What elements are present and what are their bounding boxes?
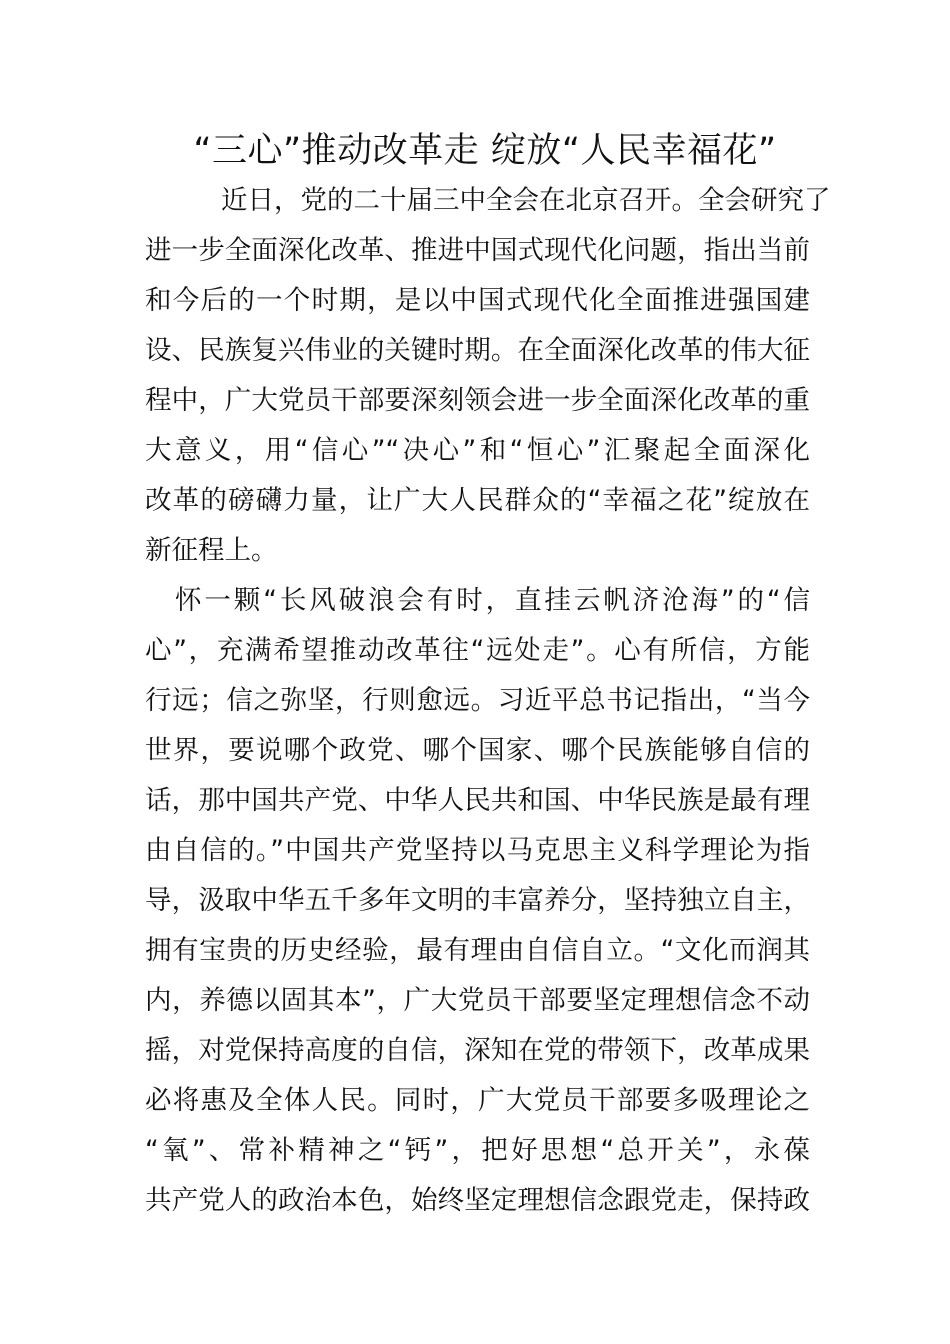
document-body: [145, 176, 831, 1226]
paragraph-line: 大意义，用“信心”“决心”和“恒心”汇聚起全面深化: [145, 435, 810, 466]
paragraph-2: [145, 576, 810, 1226]
paragraph-line: 世界，要说哪个政党、哪个国家、哪个民族能够自信的: [145, 735, 810, 766]
paragraph-line: 程中，广大党员干部要深刻领会进一步全面深化改革的重: [145, 385, 810, 416]
paragraph-line: 导，汲取中华五千多年文明的丰富养分，坚持独立自主，: [145, 885, 810, 916]
paragraph-line: 设、民族复兴伟业的关键时期。在全面深化改革的伟大征: [145, 335, 810, 366]
paragraph-1: [145, 176, 831, 576]
paragraph-line: 新征程上。: [145, 535, 278, 566]
paragraph-line: 由自信的。”中国共产党坚持以马克思主义科学理论为指: [145, 835, 810, 866]
paragraph-line: 拥有宝贵的历史经验，最有理由自信自立。“文化而润其: [145, 935, 810, 966]
paragraph-line: 进一步全面深化改革、推进中国式现代化问题，指出当前: [145, 235, 810, 266]
paragraph-line: “氧”、常补精神之“钙”，把好思想“总开关”，永葆: [145, 1135, 810, 1166]
paragraph-line: 摇，对党保持高度的自信，深知在党的带领下，改革成果: [145, 1035, 810, 1066]
paragraph-line: 和今后的一个时期，是以中国式现代化全面推进强国建: [145, 285, 810, 316]
paragraph-line: 改革的磅礴力量，让广大人民群众的“幸福之花”绽放在: [145, 485, 810, 516]
paragraph-line: 近日，党的二十届三中全会在北京召开。全会研究了: [221, 185, 831, 216]
document-title: “三心”推动改革走 绽放“人民幸福花”: [193, 131, 777, 171]
paragraph-line: 内，养德以固其本”，广大党员干部要坚定理想信念不动: [145, 985, 810, 1016]
paragraph-line: 必将惠及全体人民。同时，广大党员干部要多吸理论之: [145, 1085, 810, 1116]
paragraph-line: 怀一颗“长风破浪会有时，直挂云帆济沧海”的“信: [175, 585, 810, 616]
paragraph-line: 心”，充满希望推动改革往“远处走”。心有所信，方能: [145, 635, 810, 666]
paragraph-line: 共产党人的政治本色，始终坚定理想信念跟党走，保持政: [145, 1185, 810, 1216]
paragraph-line: 话，那中国共产党、中华人民共和国、中华民族是最有理: [145, 785, 810, 816]
paragraph-line: 行远；信之弥坚，行则愈远。习近平总书记指出，“当今: [145, 685, 810, 716]
